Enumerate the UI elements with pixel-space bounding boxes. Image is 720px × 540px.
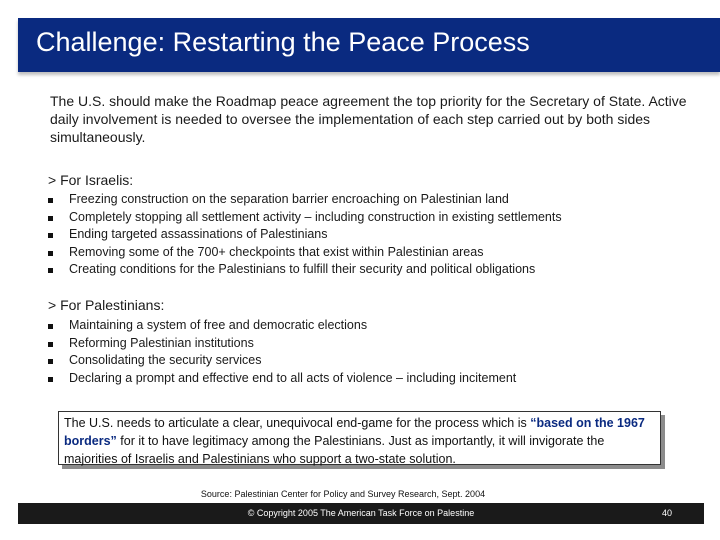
bullet-square-icon [48,216,53,221]
list-item: Freezing construction on the separation barrier encroaching on Palestinian land [48,191,562,209]
bullet-square-icon [48,377,53,382]
bullet-square-icon [48,268,53,273]
callout-text: The U.S. needs to articulate a clear, unequivocal end-game for the process which is [64,416,531,430]
bullet-square-icon [48,324,53,329]
source-citation: Source: Palestinian Center for Policy and Survey Research, Sept. 2004 [200,489,486,499]
palestinians-list [48,317,516,387]
list-item: Removing some of the 700+ checkpoints that exist within Palestinian areas [48,244,562,262]
list-item: Ending targeted assassinations of Palestinians [48,226,562,244]
list-item: Creating conditions for the Palestinians to fulfill their security and political obligations [48,261,562,279]
bullet-square-icon [48,359,53,364]
bullet-square-icon [48,233,53,238]
list-item: Maintaining a system of free and democratic elections [48,317,516,335]
bullet-square-icon [48,251,53,256]
callout-emphasis: “based on the 1967 borders” [64,416,645,448]
list-item: Consolidating the security services [48,352,516,370]
intro-paragraph: The U.S. should make the Roadmap peace agreement the top priority for the Secretary of State. Active daily involvement is needed to oversee the implementation of each step carried out by both sides simultaneously. [50,93,687,145]
list-item: Declaring a prompt and effective end to all acts of violence – including incitement [48,370,516,388]
israelis-list [48,191,562,279]
list-item: Reforming Palestinian institutions [48,335,516,353]
slide-title: Challenge: Restarting the Peace Process [36,27,530,57]
page-number: 40 [661,508,672,518]
callout-box [58,411,661,465]
bullet-square-icon [48,342,53,347]
bullet-square-icon [48,198,53,203]
callout-text-continued: for it to have legitimacy among the Palestinians. Just as importantly, it will invigorate the majorities of Israelis and Palestinians who support a two-state solution. [64,434,605,466]
israelis-heading: > For Israelis: [48,172,134,188]
list-item: Completely stopping all settlement activity – including construction in existing settlements [48,209,562,227]
footer-bar [18,503,704,524]
copyright-text: © Copyright 2005 The American Task Force on Palestine [247,508,475,518]
title-bar [18,18,720,72]
palestinians-heading: > For Palestinians: [48,297,165,313]
